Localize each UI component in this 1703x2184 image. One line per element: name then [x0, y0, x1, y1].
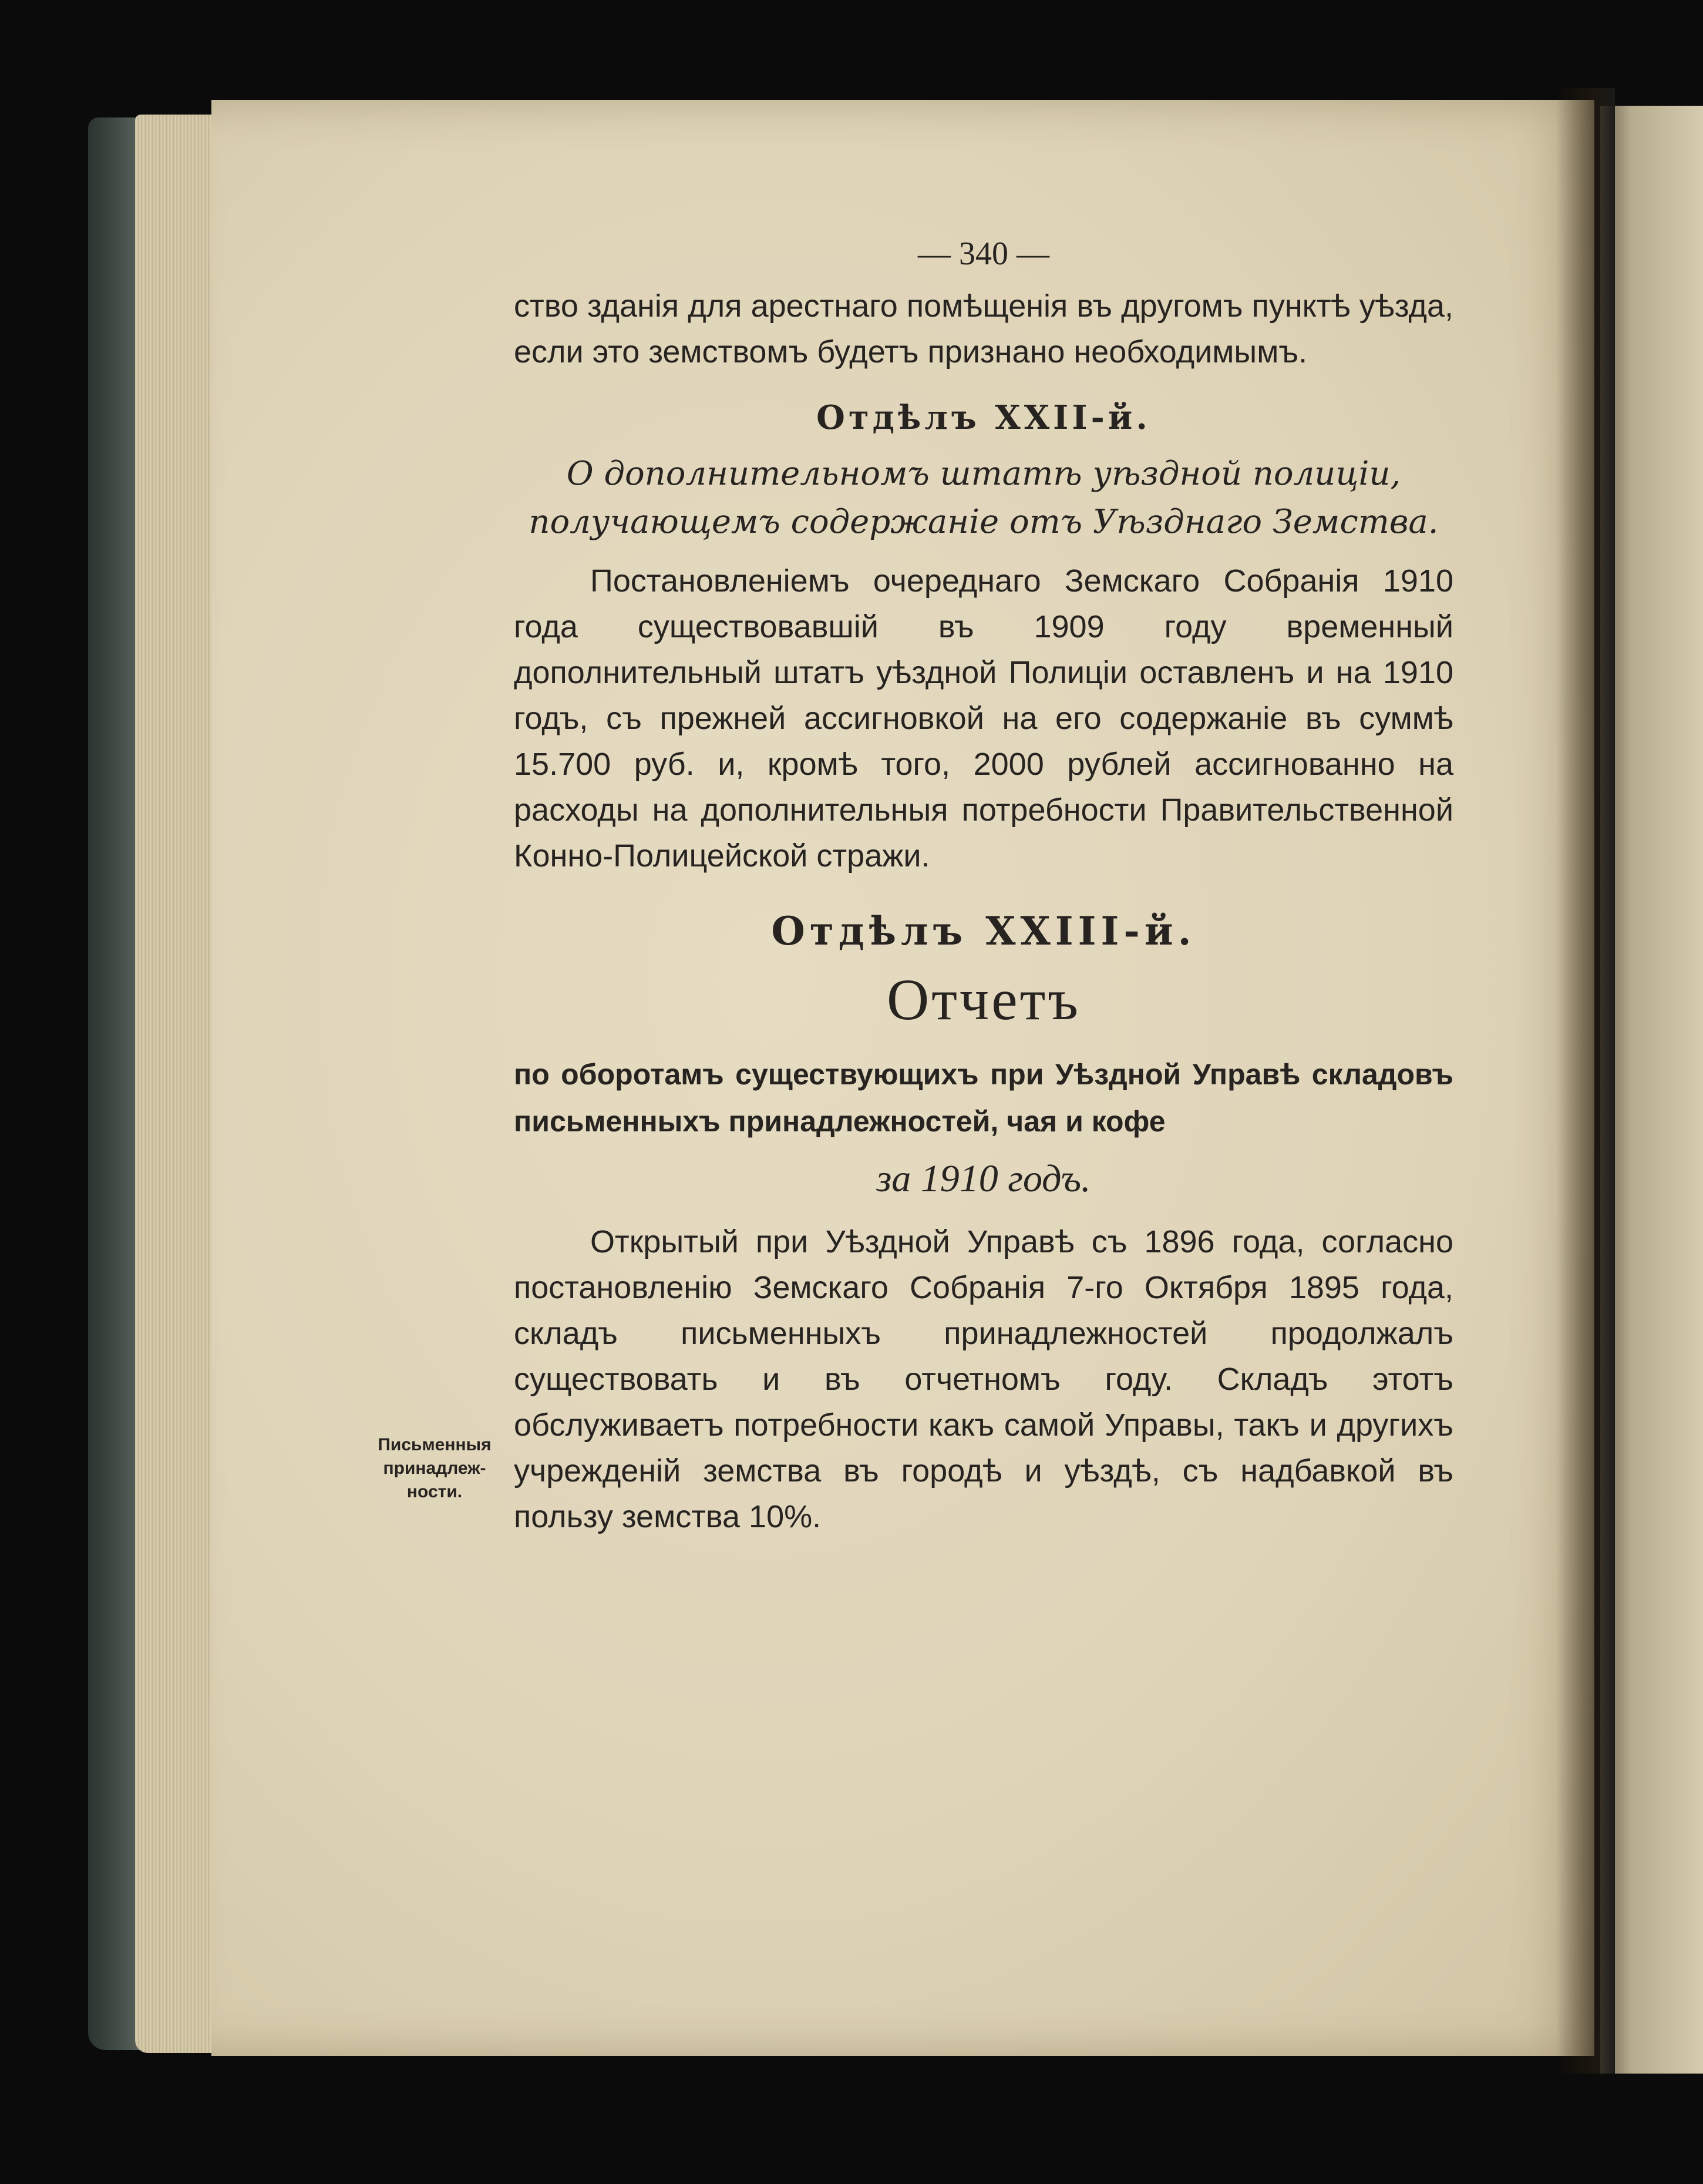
- page-gutter-shadow: [1556, 88, 1615, 2074]
- page-stack-edge: [135, 115, 217, 2053]
- report-year: за 1910 годъ.: [876, 1157, 1091, 1200]
- section-22-heading: Отдѣлъ XXII-й.: [816, 398, 1151, 437]
- page-content: [514, 235, 1453, 1540]
- section-22-paragraph: Постановленіемъ очереднаго Земскаго Собранія 1910 года существовавшій въ 1909 году временный дополнительный штатъ уѣздной Полиціи оставленъ и на 1910 годъ, съ прежней ассигновкой на его содержаніе въ суммѣ 15.700 руб. и, кромѣ того, 2000 рублей ассигнованно на расходы на дополнительныя потребности Правительственной Конно-Полицейской стражи.: [514, 563, 1453, 873]
- section-23-heading: Отдѣлъ XXIII-й.: [771, 908, 1196, 954]
- section-23-paragraph: Открытый при Уѣздной Управѣ съ 1896 года, согласно постановленію Земскаго Собранія 7-го Октября 1895 года, складъ письменныхъ принадлежностей продолжалъ существовать и въ отчетномъ году. Складъ этотъ обслуживаетъ потребности какъ самой Управы, такъ и другихъ учрежденій земства въ городѣ и уѣздѣ, съ надбавкой въ пользу земства 10%.: [514, 1224, 1453, 1534]
- margin-note: Письменныя принадлеж-ности.: [378, 1435, 492, 1501]
- section-22-subtitle: О дополнительномъ штатѣ уѣздной полиціи, получающемъ содержаніе отъ Уѣзднаго Земства.: [529, 455, 1439, 541]
- page-number: — 340 —: [918, 236, 1049, 272]
- report-subtitle: по оборотамъ существующихъ при Уѣздной Управѣ складовъ письменныхъ принадлежностей, чая и кофе: [514, 1058, 1453, 1138]
- continued-paragraph: ство зданія для арестнаго помѣщенія въ другомъ пунктѣ уѣзда, если это земствомъ будетъ признано необходимымъ.: [514, 288, 1453, 369]
- facing-page-edge: [1600, 106, 1703, 2074]
- report-title: Отчетъ: [886, 967, 1081, 1032]
